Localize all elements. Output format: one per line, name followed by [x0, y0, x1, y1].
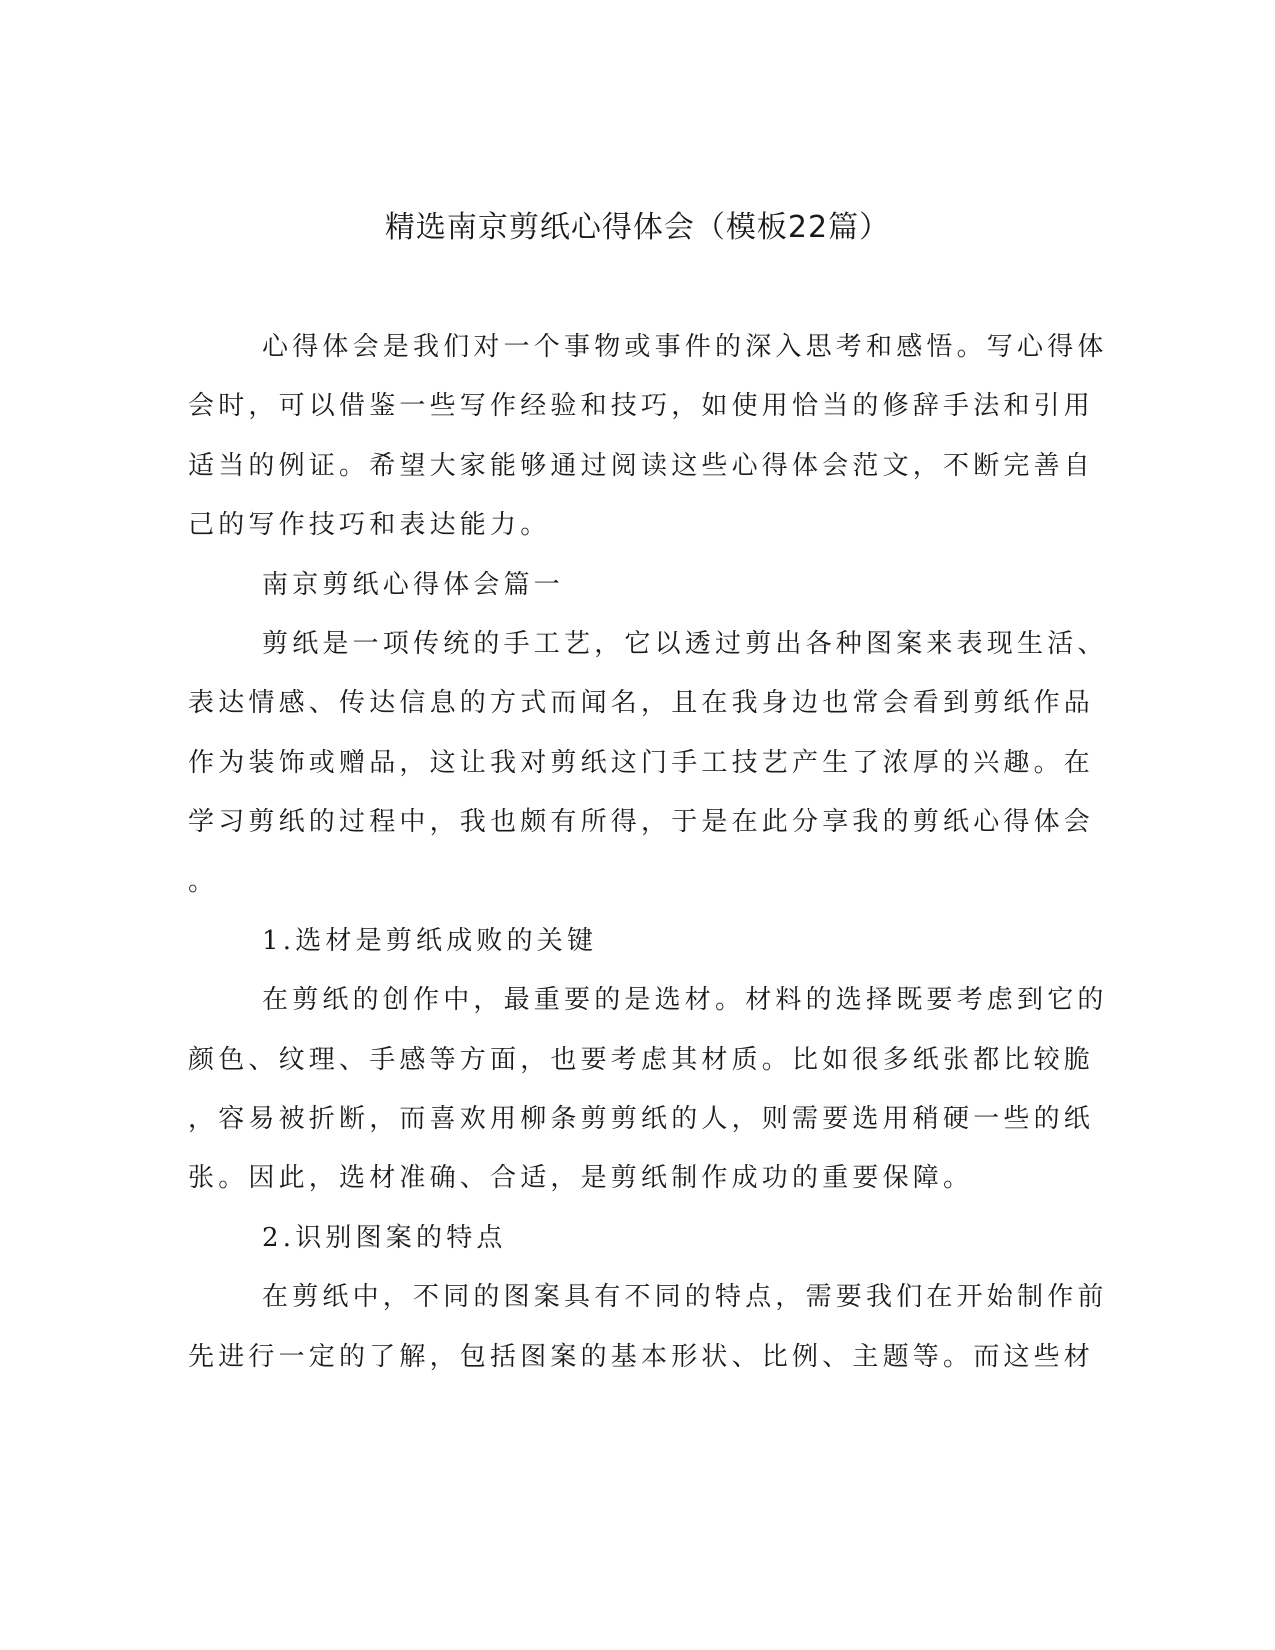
paragraph-line: 表达情感、传达信息的方式而闻名，且在我身边也常会看到剪纸作品 — [188, 688, 1095, 719]
paragraph-line: ，容易被折断，而喜欢用柳条剪剪纸的人，则需要选用稍硬一些的纸 — [188, 1104, 1095, 1135]
intro-line: 己的写作技巧和表达能力。 — [188, 510, 551, 541]
subheading: 2.识别图案的特点 — [262, 1222, 507, 1253]
intro-line: 适当的例证。希望大家能够通过阅读这些心得体会范文，不断完善自 — [188, 450, 1095, 481]
document-title: 精选南京剪纸心得体会（模板22篇） — [384, 210, 891, 245]
paragraph-line: 。 — [188, 866, 219, 897]
section-heading: 南京剪纸心得体会篇一 — [262, 569, 565, 600]
paragraph-line: 颜色、纹理、手感等方面，也要考虑其材质。比如很多纸张都比较脆 — [188, 1044, 1095, 1075]
paragraph-line: 先进行一定的了解，包括图案的基本形状、比例、主题等。而这些材 — [188, 1341, 1095, 1372]
paragraph-line: 在剪纸的创作中，最重要的是选材。材料的选择既要考虑到它的 — [262, 985, 1108, 1016]
document-body — [188, 318, 1108, 1387]
paragraph-line: 剪纸是一项传统的手工艺，它以透过剪出各种图案来表现生活、 — [262, 628, 1108, 659]
paragraph-line: 学习剪纸的过程中，我也颇有所得，于是在此分享我的剪纸心得体会 — [188, 807, 1095, 838]
intro-line: 会时，可以借鉴一些写作经验和技巧，如使用恰当的修辞手法和引用 — [188, 391, 1095, 422]
intro-line: 心得体会是我们对一个事物或事件的深入思考和感悟。写心得体 — [262, 332, 1108, 362]
paragraph-line: 张。因此，选材准确、合适，是剪纸制作成功的重要保障。 — [188, 1163, 974, 1194]
paragraph-line: 在剪纸中，不同的图案具有不同的特点，需要我们在开始制作前 — [262, 1282, 1108, 1313]
subheading: 1.选材是剪纸成败的关键 — [262, 925, 598, 956]
paragraph-line: 作为装饰或赠品，这让我对剪纸这门手工技艺产生了浓厚的兴趣。在 — [188, 747, 1095, 778]
